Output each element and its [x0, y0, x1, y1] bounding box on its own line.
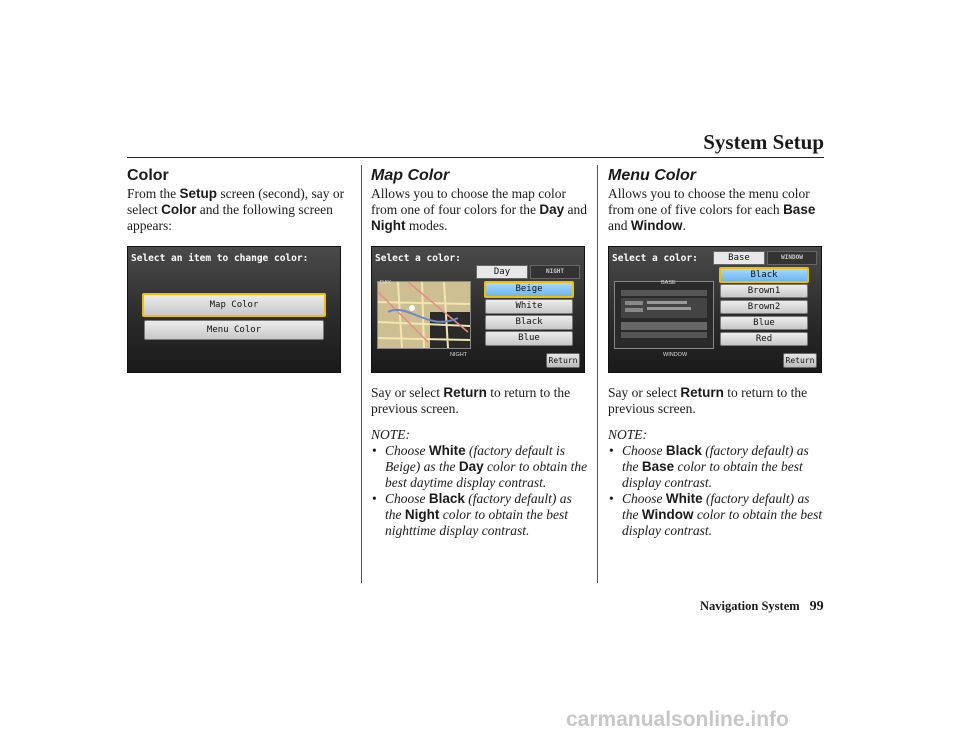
tab-window[interactable]: WINDOW: [767, 251, 817, 265]
menu-preview: [614, 281, 714, 349]
tab-night[interactable]: NIGHT: [530, 265, 580, 279]
red-option[interactable]: Red: [720, 332, 808, 346]
note-item: • Choose White (factory default) as the Window color to obtain the best display contrast.: [608, 491, 828, 539]
footer-section: Navigation System: [700, 599, 800, 613]
column-divider: [597, 165, 598, 583]
window-preview-label: WINDOW: [663, 352, 688, 358]
blue-option[interactable]: Blue: [485, 331, 573, 346]
return-button[interactable]: Return: [546, 353, 580, 368]
note-item: • Choose Black (factory default) as the Night color to obtain the best nighttime display contrast.: [371, 491, 591, 539]
page-number: 99: [809, 599, 824, 614]
title-rule: [127, 157, 824, 158]
map-color-button[interactable]: Map Color: [142, 293, 326, 317]
color-intro: From the Setup screen (second), say or select Color and the following screen appears:: [127, 186, 345, 233]
menu-color-notes: [608, 443, 828, 539]
map-color-notes: [371, 443, 591, 539]
map-color-heading: Map Color: [371, 167, 450, 184]
page-footer: [700, 599, 824, 615]
map-preview-image: [378, 282, 470, 348]
tab-day[interactable]: Day: [476, 265, 528, 279]
menu-color-heading: Menu Color: [608, 167, 696, 184]
color-select-screen: [127, 246, 341, 373]
menu-preview-image: [615, 282, 713, 348]
day-preview-label: DAY: [380, 280, 391, 286]
black-option[interactable]: Black: [719, 267, 809, 283]
watermark: carmanualsonline.info: [566, 708, 789, 731]
menu-color-screen: [608, 246, 822, 373]
menu-color-button[interactable]: Menu Color: [144, 320, 324, 340]
note-item: • Choose Black (factory default) as the Base color to obtain the best display contrast.: [608, 443, 828, 491]
map-color-intro: Allows you to choose the map color from one of four colors for the Day and Night modes.: [371, 186, 587, 233]
brown2-option[interactable]: Brown2: [720, 300, 808, 314]
color-heading: Color: [127, 167, 169, 184]
note-item: • Choose White (factory default is Beige) as the Day color to obtain the best daytime display contrast.: [371, 443, 591, 491]
screen-title: Select a color:: [375, 253, 461, 264]
screen-title: Select an item to change color:: [131, 253, 309, 264]
map-preview: [377, 281, 471, 349]
menu-return-text: Say or select Return to return to the previous screen.: [608, 385, 808, 416]
map-color-screen: [371, 246, 585, 373]
page-title: System Setup: [703, 130, 824, 154]
color-section: [127, 165, 353, 385]
note-heading: NOTE:: [608, 427, 648, 442]
column-divider: [361, 165, 362, 583]
beige-option[interactable]: Beige: [484, 281, 574, 298]
menu-color-section: [608, 165, 828, 539]
white-option[interactable]: White: [485, 299, 573, 314]
menu-color-intro: Allows you to choose the menu color from one of five colors for each Base and Window.: [608, 186, 816, 233]
screen-title: Select a color:: [612, 253, 698, 264]
return-button[interactable]: Return: [783, 353, 817, 368]
base-preview-label: BASE: [661, 280, 676, 286]
note-heading: NOTE:: [371, 427, 411, 442]
night-preview-label: NIGHT: [450, 352, 468, 358]
map-return-text: Say or select Return to return to the previous screen.: [371, 385, 571, 416]
brown1-option[interactable]: Brown1: [720, 284, 808, 298]
blue-option[interactable]: Blue: [720, 316, 808, 330]
map-color-section: [371, 165, 591, 539]
black-option[interactable]: Black: [485, 315, 573, 330]
tab-base[interactable]: Base: [713, 251, 765, 265]
